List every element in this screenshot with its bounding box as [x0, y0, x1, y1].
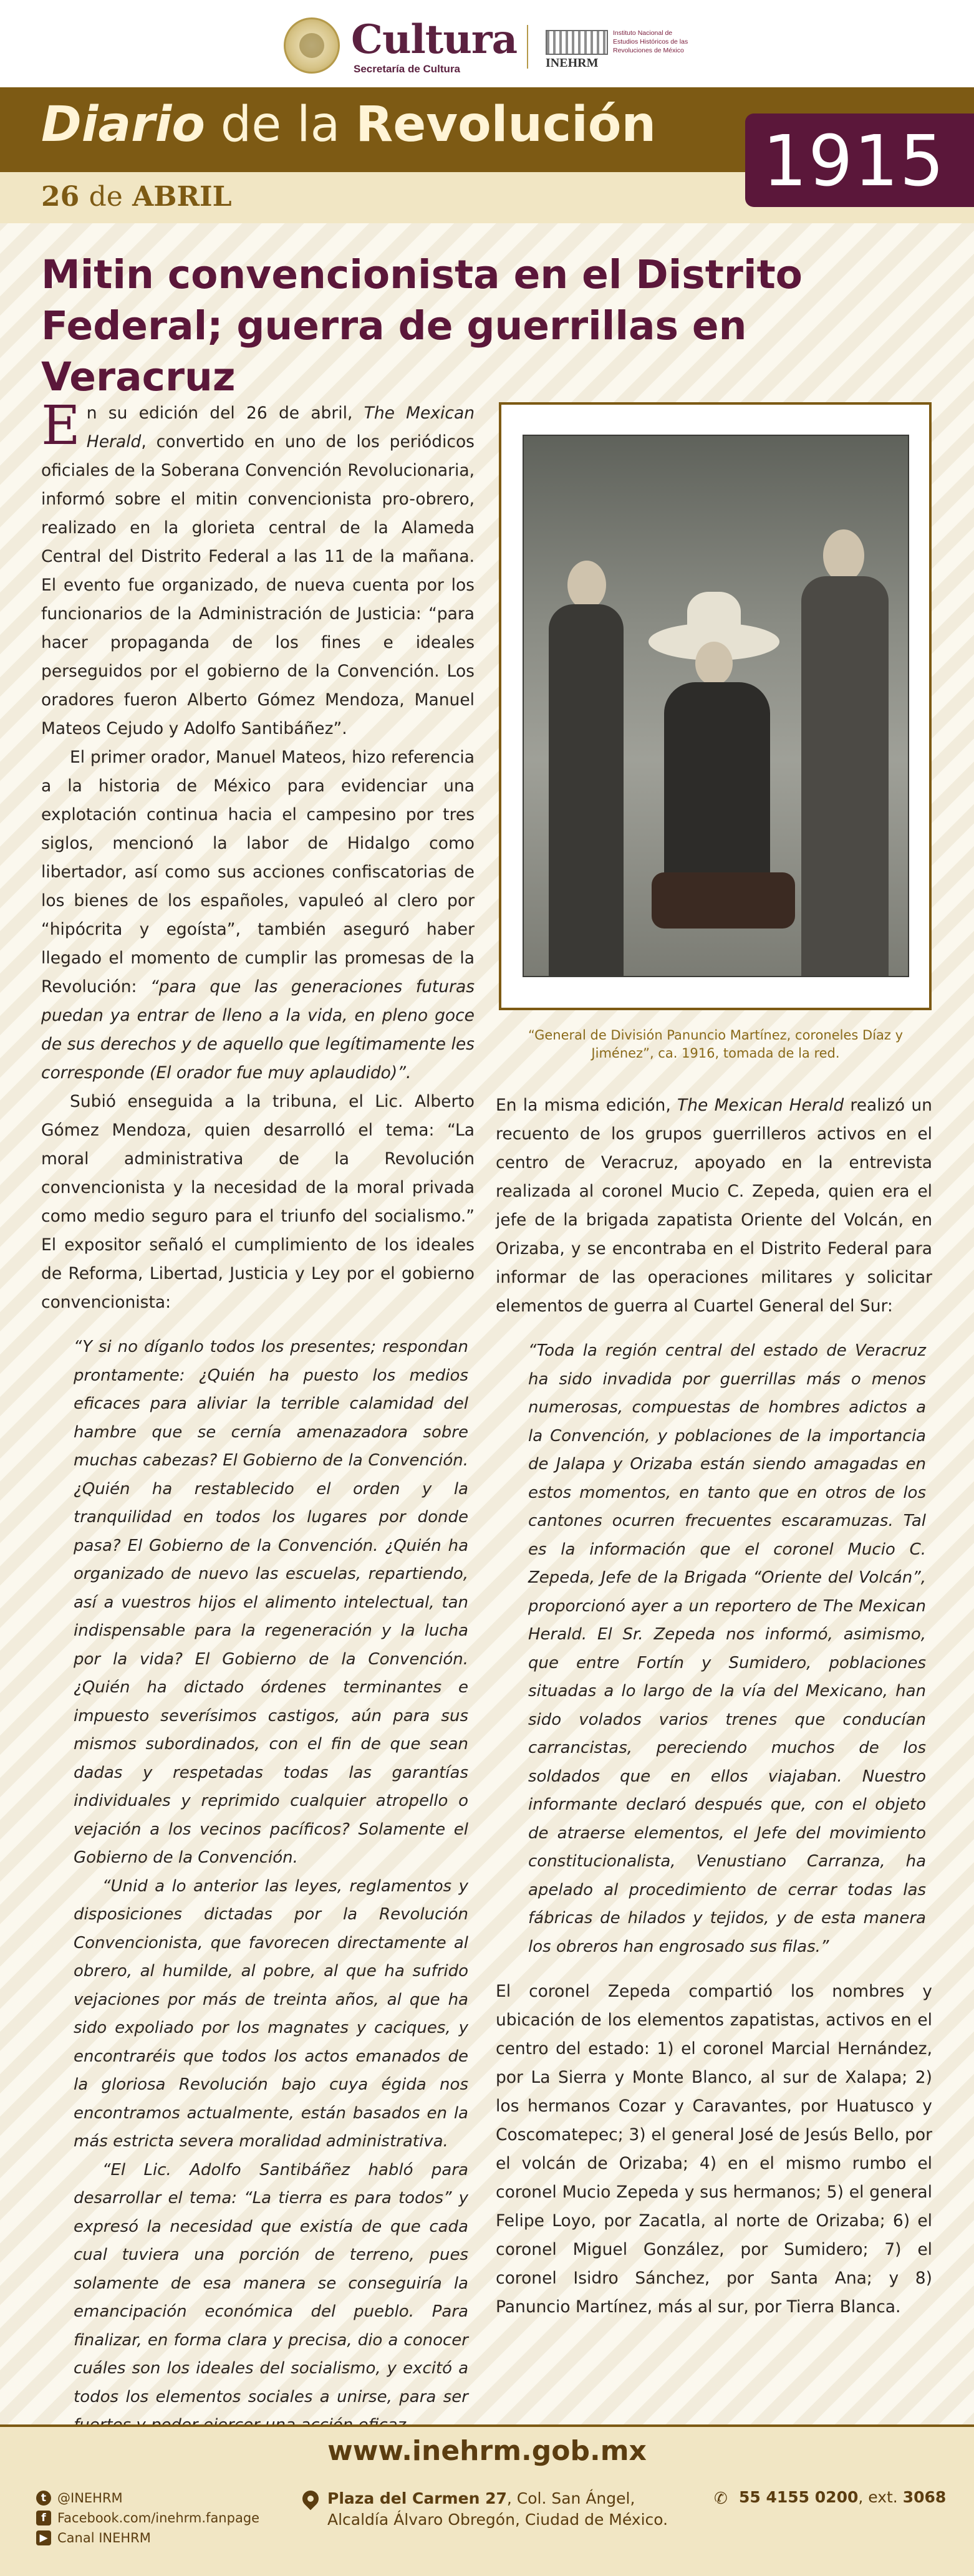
quote-4: “Toda la región central del estado de Veracruz ha sido invadida por guerrillas más o menos numerosas, compuestas de hombres adictos a la Convención, y poblaciones de la importancia de Jalapa y Orizaba están siendo amagadas en estos momentos, en tanto que en otros de los cantones ocurren frecuentes escaramuzas. Tal es la información que el coronel Mucio C. Zepeda, Jefe de la Brigada “Oriente del Volcán”, proporcionó ayer a un reportero de The Mexican Herald. El Sr. Zepeda nos informó, asimismo, que entre Fortín y Sumidero, poblaciones situadas a lo largo de la vía del Mexicano, han sido volados varios trenes que conducían carrancistas, pereciendo muchos de los soldados que en ellos viajaban. Nuestro informante declaró después que, con el objeto de atraerse elementos, el Jefe del movimiento constitucionalista, Venustiano Carranza, ha apelado al procedimiento de cerrar todas las fábricas de hilados y tejidos, y de esta manera los obreros han engrosado sus filas.”: [528, 1341, 926, 1956]
paragraph-5: El coronel Zepeda compartió los nombres y ubicación de los elementos zapatistas, activos en el centro del estado: 1) el coronel Marcial Hernández, por La Sierra y Monte Blanco, al sur de Xalapa; 2) los hermanos Cozar y Caravantes, por Huatusco y Coscomatepec; 3) el general José de Jesús Bello, por el volcán de Orizaba; 4) en el mismo rumbo el coronel Mucio Zepeda y sus hermanos; 5) el general Felipe Loyo, por Zacatla, al norte de Orizaba; 6) el coronel Miguel González, por Sumidero; 7) el coronel Isidro Sánchez, por Santa Ana; y 8) Panuncio Martínez, más al sur, por Tierra Blanca.: [496, 1982, 932, 2317]
facebook-link[interactable]: f Facebook.com/inehrm.fanpage: [36, 2508, 286, 2528]
right-column: [496, 1091, 932, 2322]
website-link[interactable]: www.inehrm.gob.mx: [327, 2435, 647, 2467]
photo-caption: “General de División Panuncio Martínez, coroneles Díaz y Jiménez”, ca. 1916, tomada de la red.: [528, 1028, 904, 1061]
quote-3: “El Lic. Adolfo Santibáñez habló para desarrollar el tema: “La tierra es para todos” y expresó la necesidad que existía de que cada cual tuviera una porción de terreno, pues solamente de esa manera se conseguiría la emancipación económica del pueblo. Para finalizar, en forma clara y precisa, dio a conocer cuáles son los ideales del socialismo, y excitó a todos los elementos sociales a unirse, para ser: [74, 2160, 468, 2406]
paragraph-3: Subió enseguida a la tribuna, el Lic. Alberto Gómez Mendoza, quien desarrolló el tema: “La moral administrativa de la Revolución convencionista y la necesidad de la moral privada como medio seguro para el triunfo del socialismo.” El expositor señaló el cumplimiento de los ideales de Reforma, Libertad, Justicia y Ley por el gobierno convencionista:: [41, 1092, 475, 1312]
publication-date: 26 de ABRIL: [41, 181, 232, 213]
historical-photo: [523, 435, 909, 977]
left-column: [41, 395, 475, 2440]
facebook-icon: f: [36, 2511, 51, 2525]
quote-1: “Y si no díganlo todos los presentes; respondan prontamente: ¿Quién ha puesto los medios eficaces para aliviar la terrible calamidad del hambre que se cernía amenazadora sobre muchas cabezas? El Gobierno de la Convención. ¿Quién ha restablecido el orden y la tranquilidad en todos los lugares por donde pasa? El Gobierno de la Convención. ¿Quién ha organizado de nuevo las escuelas, repartiendo, así a vuestros hijos el alimento intelectual, tan indispensable para la regeneración y la lucha por la vida? El Gobierno de la Convención. ¿Quién ha dictado órdenes terminantes e impuesto severísimos castigos, aún para sus mismos subordinados, con el fin de que sean dadas y respetadas todas las garantías individuales y reprimido cualquier atropello o vejación a los vecinos pacíficos? Solamente el Gobierno de la Convención.: [74, 1338, 468, 1867]
youtube-icon: ▶: [36, 2530, 51, 2545]
cultura-subtitle: Secretaría de Cultura: [354, 63, 461, 75]
twitter-icon: t: [36, 2491, 51, 2506]
series-title: Diario de la Revolución: [41, 97, 657, 153]
inehrm-description: Instituto Nacional de Estudios Históricos de las Revoluciones de México: [613, 29, 688, 54]
logo-divider: [527, 25, 528, 69]
quote-2: “Unid a lo anterior las leyes, reglamentos y disposiciones dictadas por la Revolución Convencionista, que favorecen directamente al obrero, al humilde, al pobre, al que ha sufrido vejaciones por más de treinta años, al que ha sido expoliado por los magnates y caciques, y encontraréis que todos los actos emanados de la gloriosa Revolución bajo cuya égida nos encontramos actualmente, están basados en la más estricta severa moralidad administrativa.: [74, 1876, 468, 2151]
paragraph-2: El primer orador, Manuel Mateos, hizo referencia a la historia de México para evidenciar una explotación continua hacia el campesino por tres siglos, mencionó la labor de Hidalgo como libertador, así como sus acciones confiscatorias de los bienes de los españoles, vapuleó al clero por “hipócrita y egoísta”, también aseguró haber llegado el momento de cumplir las promesas de la Revolución: “para que las generaciones futuras puedan ya entrar de lleno a la vida, en pleno goce de sus derechos y de aquello que legítimamente les corresponde (El orador fue muy aplaudido)”.: [41, 748, 475, 1083]
twitter-link[interactable]: t @INEHRM: [36, 2488, 286, 2508]
year-badge: [745, 113, 974, 207]
paragraph-4: En la misma edición, The Mexican Herald realizó un recuento de los grupos guerrilleros activos en el centro de Veracruz, apoyado en la entrevista realizada al coronel Mucio C. Zepeda, quien era el jefe de la brigada zapatista Oriente del Volcán, en Orizaba, y se encontraba en el Distrito Federal para informar de las operaciones militares y solicitar elementos de guerra al Cuartel General del Sur:: [496, 1096, 932, 1316]
cultura-logo: [284, 16, 527, 75]
drop-cap: E: [41, 395, 80, 457]
national-seal-icon: [284, 17, 340, 74]
phone-icon: ✆: [714, 2489, 728, 2508]
photo-frame: [499, 402, 932, 1010]
building-icon: [546, 30, 608, 55]
cultura-wordmark: Cultura: [351, 16, 518, 63]
paragraph-1: En su edición del 26 de abril, The Mexican Herald, convertido en uno de los periódicos oficiales de la Soberana Convención Revolucionaria, informó sobre el mitin convencionista pro-obrero, realizado en la glorieta central de la Alameda Central del Distrito Federal a las 11 de la mañana. El evento fue organizado, de nueva cuenta por los funcionarios de la Administración de Justicia: “para hacer propaganda de los fines e ideales perseguidos por el gobierno de la Convención. Los oradores fueron Alberto Gómez Mendoza, Manuel Mateos Cejudo y Adolfo Santibáñez”.: [41, 395, 475, 738]
inehrm-wordmark: INEHRM: [546, 56, 599, 70]
youtube-link[interactable]: ▶ Canal INEHRM: [36, 2528, 286, 2548]
phone-number: ✆ 55 4155 0200, ext. 3068: [714, 2488, 947, 2508]
year-label: 1915: [763, 121, 946, 202]
article-headline: Mitin convencionista en el Distrito Federal; guerra de guerrillas en Veracruz: [41, 252, 803, 400]
inehrm-logo: [546, 26, 695, 70]
social-links: [36, 2488, 286, 2548]
address: Plaza del Carmen 27, Col. San Ángel, Alcaldía Álvaro Obregón, Ciudad de México.: [327, 2488, 702, 2530]
